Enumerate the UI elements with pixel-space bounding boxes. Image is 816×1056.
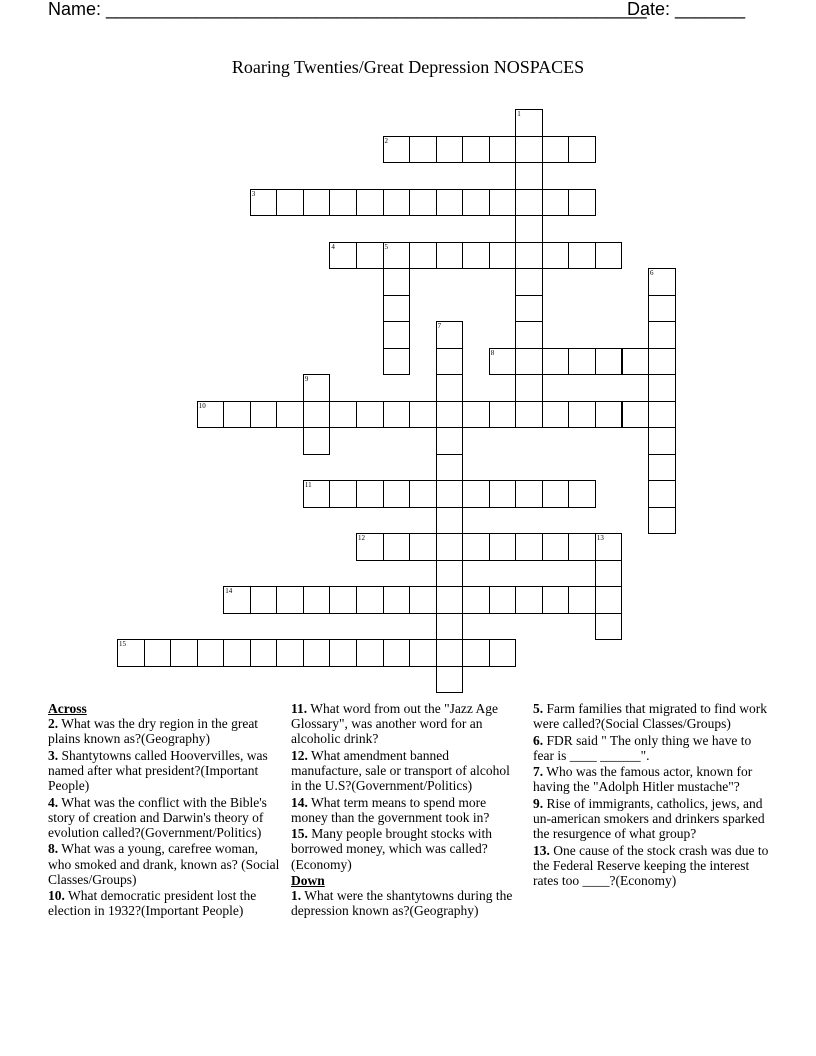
down-clue [533,733,771,763]
grid-cell[interactable] [515,268,543,296]
clue-number: 5 [384,242,388,251]
grid-cell[interactable] [489,639,517,667]
grid-cell[interactable] [383,242,411,270]
clue-number: 3. [48,747,59,763]
grid-cell[interactable] [356,533,384,561]
grid-cell[interactable] [436,136,464,164]
name-field-label[interactable]: Name: ______________________________________________________ [48,0,647,19]
clue-text: Rise of immigrants, catholics, jews, and un-american smokers and drinkers sparked the resurgence of what group? [533,795,765,842]
grid-cell[interactable] [409,401,437,429]
grid-cell[interactable] [356,586,384,614]
grid-cell[interactable] [329,639,357,667]
grid-cell[interactable] [383,136,411,164]
grid-cell[interactable] [568,480,596,508]
grid-cell[interactable] [515,321,543,349]
grid-cell[interactable] [515,215,543,243]
grid-cell[interactable] [489,348,517,376]
grid-cell[interactable] [170,639,198,667]
grid-cell[interactable] [383,639,411,667]
grid-cell[interactable] [462,401,490,429]
grid-cell[interactable] [329,242,357,270]
grid-cell[interactable] [515,189,543,217]
grid-cell[interactable] [542,533,570,561]
clue-number: 9. [533,795,544,811]
clue-number: 4. [48,794,59,810]
grid-cell[interactable] [595,401,623,429]
grid-cell[interactable] [276,189,304,217]
grid-cell[interactable] [383,401,411,429]
across-clue [291,701,523,747]
clues-column-2 [291,701,523,920]
grid-cell[interactable] [329,401,357,429]
puzzle-title: Roaring Twenties/Great Depression NOSPACES [231,57,585,77]
clue-text: One cause of the stock crash was due to the Federal Reserve keeping the interest rates too ____?(Economy) [533,842,769,888]
grid-cell[interactable] [383,321,411,349]
down-clue [291,888,523,918]
grid-cell[interactable] [409,136,437,164]
clue-number: 4 [331,242,335,251]
grid-cell[interactable] [595,533,623,561]
grid-cell[interactable] [329,189,357,217]
grid-cell[interactable] [515,480,543,508]
grid-cell[interactable] [648,480,676,508]
grid-cell[interactable] [223,586,251,614]
grid-cell[interactable] [144,639,172,667]
clue-text: Many people brought stocks with borrowed money, which was called?(Economy) [291,826,492,872]
grid-cell[interactable] [568,401,596,429]
grid-cell[interactable] [648,348,676,376]
grid-cell[interactable] [489,242,517,270]
grid-cell[interactable] [648,401,676,429]
grid-cell[interactable] [648,454,676,482]
grid-cell[interactable] [303,374,331,402]
grid-cell[interactable] [568,533,596,561]
down-clue [533,796,771,842]
grid-cell[interactable] [409,480,437,508]
grid-cell[interactable] [515,533,543,561]
grid-cell[interactable] [383,348,411,376]
grid-cell[interactable] [436,613,464,641]
across-clue [291,826,523,872]
grid-cell[interactable] [622,348,650,376]
grid-cell[interactable] [648,268,676,296]
grid-cell[interactable] [489,586,517,614]
grid-cell[interactable] [276,586,304,614]
grid-cell[interactable] [595,242,623,270]
clue-number: 13 [596,534,604,542]
clue-text: What was the dry region in the great plains known as?(Geography) [48,716,259,747]
grid-cell[interactable] [542,480,570,508]
grid-cell[interactable] [595,586,623,614]
grid-cell[interactable] [329,586,357,614]
grid-cell[interactable] [383,480,411,508]
grid-cell[interactable] [648,374,676,402]
grid-cell[interactable] [436,586,464,614]
clue-number: 5. [533,701,544,716]
clue-number: 2. [48,716,59,732]
clue-number: 14 [225,587,233,595]
grid-cell[interactable] [436,533,464,561]
clue-text: What term means to spend more money than the government took in? [291,794,490,825]
grid-cell[interactable] [542,189,570,217]
clue-number: 6 [650,269,654,277]
grid-cell[interactable] [489,480,517,508]
grid-cell[interactable] [436,666,464,694]
grid-cell[interactable] [462,533,490,561]
clue-text: What was the conflict with the Bible's story of creation and Darwin's theory of evolution called?(Government/Politics) [48,794,267,840]
clue-number: 9 [304,375,309,383]
grid-cell[interactable] [568,136,596,164]
grid-cell[interactable] [250,401,278,429]
grid-cell[interactable] [542,242,570,270]
grid-cell[interactable] [436,348,464,376]
clue-number: 13. [533,842,550,858]
grid-cell[interactable] [515,136,543,164]
grid-cell[interactable] [515,586,543,614]
clue-number: 6. [533,732,544,748]
clue-number: 2 [384,136,388,145]
grid-cell[interactable] [436,507,464,535]
grid-cell[interactable] [303,639,331,667]
clue-number: 11 [304,481,312,489]
grid-cell[interactable] [489,189,517,217]
grid-cell[interactable] [515,109,543,137]
across-clue [291,795,523,825]
grid-cell[interactable] [489,136,517,164]
grid-cell[interactable] [383,295,411,323]
grid-cell[interactable] [197,401,225,429]
across-clue [48,888,280,918]
clue-number: 12. [291,747,308,763]
clue-text: What democratic president lost the election in 1932?(Important People) [48,888,257,919]
grid-cell[interactable] [648,427,676,455]
grid-cell[interactable] [436,242,464,270]
grid-cell[interactable] [436,427,464,455]
grid-cell[interactable] [356,242,384,270]
grid-cell[interactable] [303,480,331,508]
grid-cell[interactable] [409,586,437,614]
grid-cell[interactable] [595,613,623,641]
grid-cell[interactable] [383,268,411,296]
grid-cell[interactable] [356,480,384,508]
clue-text: Farm families that migrated to find work were called?(Social Classes/Groups) [533,701,767,732]
across-clue [48,748,280,794]
grid-cell[interactable] [515,401,543,429]
date-field-label[interactable]: Date: _______ [627,0,746,19]
grid-cell[interactable] [250,586,278,614]
grid-cell[interactable] [542,586,570,614]
grid-cell[interactable] [542,348,570,376]
clue-number: 14. [291,794,308,810]
down-clue [533,701,771,731]
across-clue [48,716,280,746]
clue-text: What amendment banned manufacture, sale or transport of alcohol in the U.S?(Government/Politics) [291,747,510,794]
grid-cell[interactable] [276,639,304,667]
grid-cell[interactable] [303,189,331,217]
grid-cell[interactable] [436,401,464,429]
across-heading: Across [48,701,87,716]
grid-cell[interactable] [303,586,331,614]
clue-text: Who was the famous actor, known for having the "Adolph Hitler mustache"? [533,764,753,795]
grid-cell[interactable] [436,189,464,217]
grid-cell[interactable] [462,136,490,164]
grid-cell[interactable] [462,480,490,508]
grid-cell[interactable] [197,639,225,667]
grid-cell[interactable] [568,586,596,614]
grid-cell[interactable] [356,189,384,217]
grid-cell[interactable] [515,374,543,402]
grid-cell[interactable] [595,560,623,588]
grid-cell[interactable] [250,639,278,667]
grid-cell[interactable] [489,401,517,429]
grid-cell[interactable] [595,348,623,376]
grid-cell[interactable] [356,401,384,429]
grid-cell[interactable] [117,639,145,667]
grid-cell[interactable] [223,401,251,429]
clues-column-3 [533,701,771,889]
clue-number: 10. [48,888,65,904]
clue-number: 7. [533,764,544,780]
grid-cell[interactable] [383,189,411,217]
grid-cell[interactable] [515,162,543,190]
grid-cell[interactable] [409,242,437,270]
grid-cell[interactable] [409,533,437,561]
grid-cell[interactable] [568,348,596,376]
across-clue [48,795,280,841]
grid-cell[interactable] [515,242,543,270]
clue-number: 15. [291,826,308,842]
clue-number: 1 [517,110,521,118]
clue-number: 3 [251,189,256,198]
clue-number: 15 [119,640,126,648]
grid-cell[interactable] [622,401,650,429]
grid-cell[interactable] [436,454,464,482]
grid-cell[interactable] [436,374,464,402]
grid-cell[interactable] [303,427,331,455]
clue-number: 8. [48,841,59,857]
grid-cell[interactable] [462,639,490,667]
grid-cell[interactable] [329,480,357,508]
clue-text: Shantytowns called Hoovervilles, was named after what president?(Important People) [48,747,268,794]
across-clue [48,841,280,887]
clue-number: 10 [198,401,206,410]
clue-number: 7 [437,322,442,330]
clues-column-1 [48,701,280,920]
grid-cell[interactable] [515,295,543,323]
across-clue [291,748,523,794]
grid-cell[interactable] [489,533,517,561]
grid-cell[interactable] [250,189,278,217]
grid-cell[interactable] [383,533,411,561]
grid-cell[interactable] [223,639,251,667]
clue-text: What were the shantytowns during the depression known as?(Geography) [291,888,513,919]
grid-cell[interactable] [462,242,490,270]
grid-cell[interactable] [648,295,676,323]
grid-cell[interactable] [515,348,543,376]
grid-cell[interactable] [303,401,331,429]
clue-number: 12 [358,534,365,542]
grid-cell[interactable] [276,401,304,429]
grid-cell[interactable] [542,401,570,429]
grid-cell[interactable] [436,321,464,349]
grid-cell[interactable] [409,639,437,667]
clue-number: 1. [291,888,302,904]
down-clue [533,843,771,889]
grid-cell[interactable] [462,189,490,217]
grid-cell[interactable] [568,242,596,270]
clue-text: FDR said " The only thing we have to fear is ____ ______". [533,732,752,763]
grid-cell[interactable] [356,639,384,667]
grid-cell[interactable] [383,586,411,614]
grid-cell[interactable] [542,136,570,164]
grid-cell[interactable] [436,560,464,588]
grid-cell[interactable] [436,480,464,508]
grid-cell[interactable] [648,321,676,349]
grid-cell[interactable] [568,189,596,217]
clue-number: 8 [490,348,495,357]
clue-text: What was a young, carefree woman, who smoked and drank, known as? (Social Classes/Groups) [48,841,280,887]
grid-cell[interactable] [648,507,676,535]
down-heading: Down [291,872,325,888]
grid-cell[interactable] [436,639,464,667]
down-clue [533,764,771,794]
clue-number: 11. [291,701,308,716]
clue-text: What word from out the "Jazz Age Glossary", was another word for an alcoholic drink? [291,701,498,747]
grid-cell[interactable] [409,189,437,217]
grid-cell[interactable] [462,586,490,614]
